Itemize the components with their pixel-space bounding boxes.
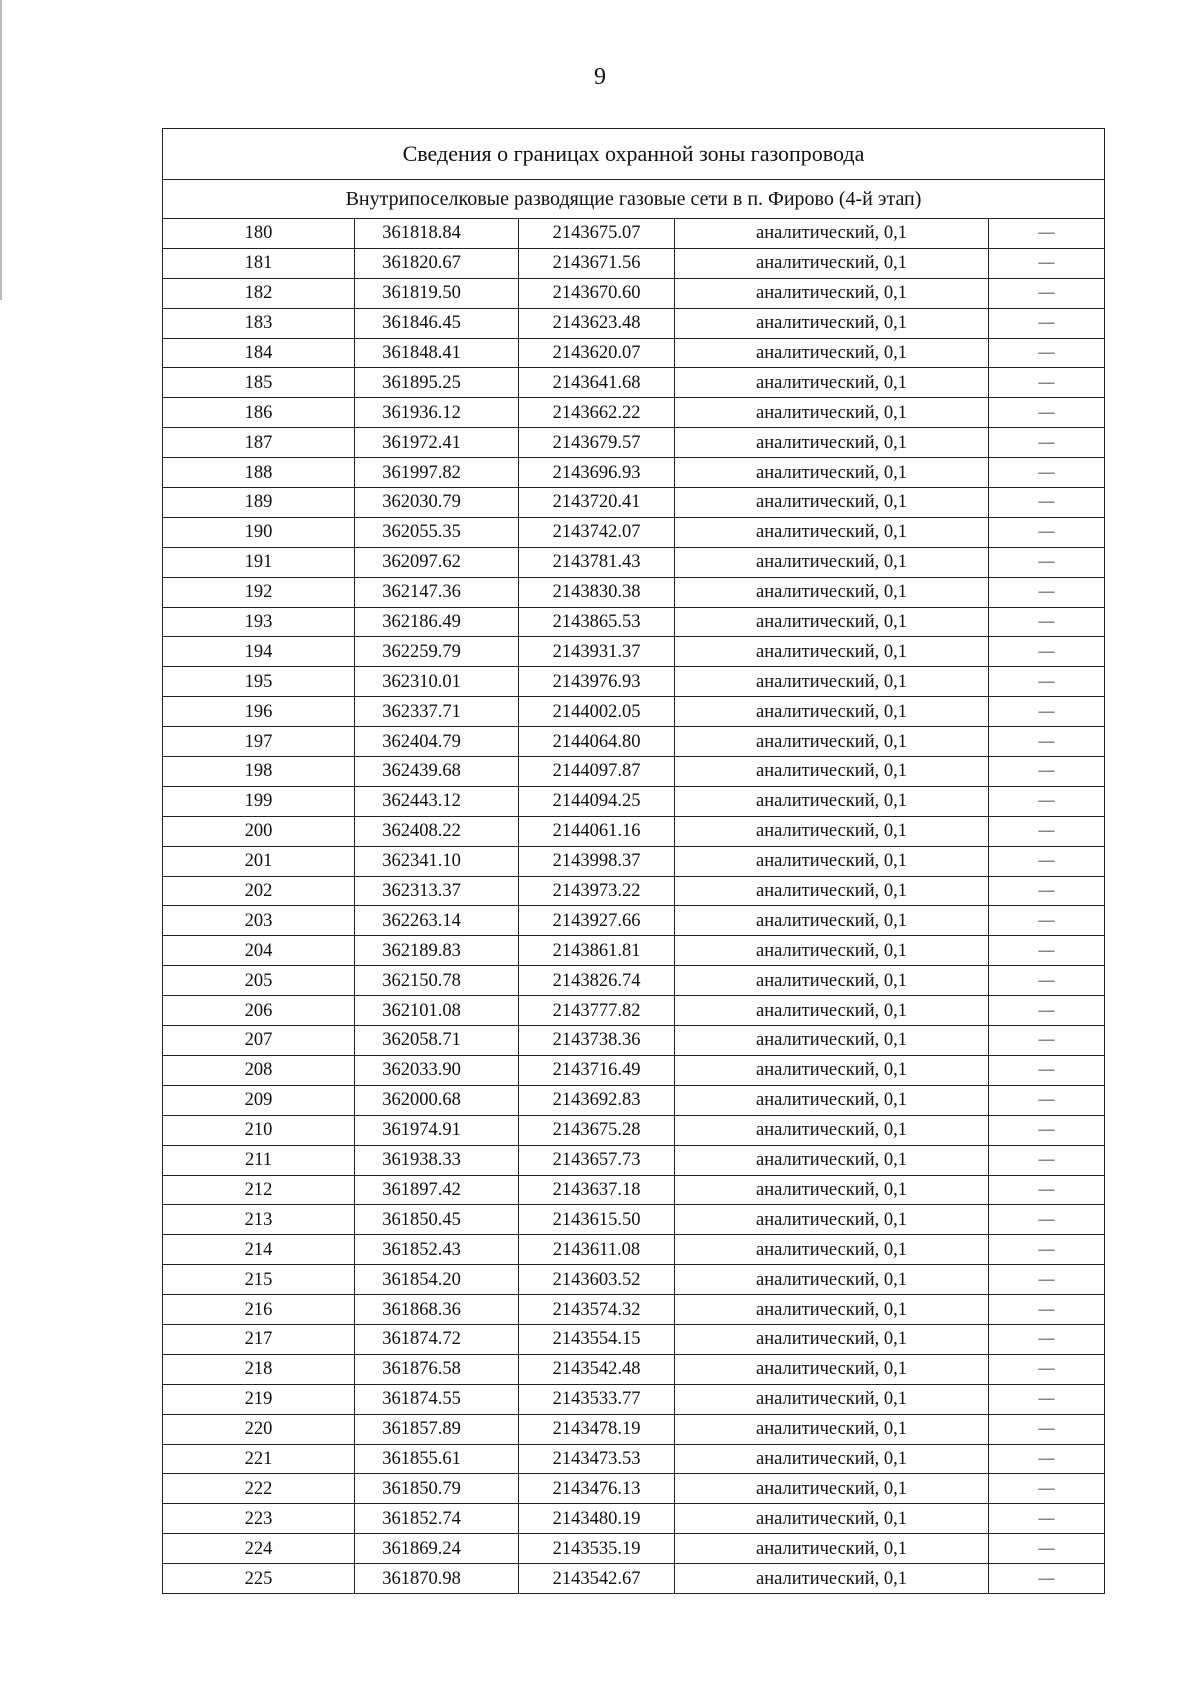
x-coordinate-cell: 361820.67 [355,248,519,278]
point-number-cell: 208 [163,1055,355,1085]
y-coordinate-cell: 2143675.07 [519,219,675,249]
method-accuracy-cell: аналитический, 0,1 [675,876,989,906]
point-number-cell: 218 [163,1354,355,1384]
point-number-cell: 225 [163,1564,355,1594]
y-coordinate-cell: 2143480.19 [519,1504,675,1534]
method-accuracy-cell: аналитический, 0,1 [675,1115,989,1145]
method-accuracy-cell: аналитический, 0,1 [675,1295,989,1325]
method-accuracy-cell: аналитический, 0,1 [675,727,989,757]
note-cell: — [989,846,1105,876]
method-accuracy-cell: аналитический, 0,1 [675,1205,989,1235]
y-coordinate-cell: 2143931.37 [519,637,675,667]
note-cell: — [989,1145,1105,1175]
table-row [163,577,1105,607]
method-accuracy-cell: аналитический, 0,1 [675,1175,989,1205]
x-coordinate-cell: 362055.35 [355,517,519,547]
x-coordinate-cell: 361868.36 [355,1295,519,1325]
table-row [163,876,1105,906]
note-cell: — [989,1534,1105,1564]
point-number-cell: 206 [163,996,355,1026]
method-accuracy-cell: аналитический, 0,1 [675,816,989,846]
method-accuracy-cell: аналитический, 0,1 [675,338,989,368]
method-accuracy-cell: аналитический, 0,1 [675,846,989,876]
table-row [163,936,1105,966]
point-number-cell: 188 [163,458,355,488]
point-number-cell: 217 [163,1324,355,1354]
note-cell: — [989,1564,1105,1594]
note-cell: — [989,876,1105,906]
note-cell: — [989,1354,1105,1384]
table-row [163,398,1105,428]
y-coordinate-cell: 2143777.82 [519,996,675,1026]
x-coordinate-cell: 361874.55 [355,1384,519,1414]
method-accuracy-cell: аналитический, 0,1 [675,1534,989,1564]
note-cell: — [989,906,1105,936]
point-number-cell: 184 [163,338,355,368]
y-coordinate-cell: 2143675.28 [519,1115,675,1145]
x-coordinate-cell: 361874.72 [355,1324,519,1354]
point-number-cell: 212 [163,1175,355,1205]
y-coordinate-cell: 2143535.19 [519,1534,675,1564]
method-accuracy-cell: аналитический, 0,1 [675,1564,989,1594]
point-number-cell: 221 [163,1444,355,1474]
method-accuracy-cell: аналитический, 0,1 [675,1384,989,1414]
method-accuracy-cell: аналитический, 0,1 [675,757,989,787]
x-coordinate-cell: 362263.14 [355,906,519,936]
note-cell: — [989,368,1105,398]
y-coordinate-cell: 2143478.19 [519,1414,675,1444]
x-coordinate-cell: 361848.41 [355,338,519,368]
x-coordinate-cell: 361936.12 [355,398,519,428]
y-coordinate-cell: 2143998.37 [519,846,675,876]
table-row [163,1295,1105,1325]
x-coordinate-cell: 362000.68 [355,1085,519,1115]
x-coordinate-cell: 362033.90 [355,1055,519,1085]
y-coordinate-cell: 2143620.07 [519,338,675,368]
table-row [163,428,1105,458]
point-number-cell: 197 [163,727,355,757]
table-row [163,1384,1105,1414]
table-row [163,517,1105,547]
x-coordinate-cell: 362101.08 [355,996,519,1026]
table-row [163,278,1105,308]
point-number-cell: 210 [163,1115,355,1145]
table-row [163,1564,1105,1594]
x-coordinate-cell: 362404.79 [355,727,519,757]
x-coordinate-cell: 361819.50 [355,278,519,308]
note-cell: — [989,577,1105,607]
table-row [163,1026,1105,1056]
y-coordinate-cell: 2143781.43 [519,547,675,577]
x-coordinate-cell: 361854.20 [355,1265,519,1295]
note-cell: — [989,996,1105,1026]
table-subtitle: Внутрипоселковые разводящие газовые сети в п. Фирово (4-й этап) [163,180,1105,219]
note-cell: — [989,936,1105,966]
method-accuracy-cell: аналитический, 0,1 [675,637,989,667]
table-row [163,607,1105,637]
note-cell: — [989,607,1105,637]
table-row [163,697,1105,727]
y-coordinate-cell: 2143603.52 [519,1265,675,1295]
method-accuracy-cell: аналитический, 0,1 [675,1324,989,1354]
note-cell: — [989,1205,1105,1235]
table-title: Сведения о границах охранной зоны газопровода [163,129,1105,180]
note-cell: — [989,248,1105,278]
y-coordinate-cell: 2143542.48 [519,1354,675,1384]
y-coordinate-cell: 2143826.74 [519,966,675,996]
y-coordinate-cell: 2143865.53 [519,607,675,637]
table-row [163,458,1105,488]
point-number-cell: 194 [163,637,355,667]
note-cell: — [989,1384,1105,1414]
table-row [163,1085,1105,1115]
point-number-cell: 204 [163,936,355,966]
method-accuracy-cell: аналитический, 0,1 [675,906,989,936]
note-cell: — [989,667,1105,697]
table-row [163,1414,1105,1444]
note-cell: — [989,1295,1105,1325]
note-cell: — [989,398,1105,428]
x-coordinate-cell: 361997.82 [355,458,519,488]
point-number-cell: 195 [163,667,355,697]
point-number-cell: 192 [163,577,355,607]
note-cell: — [989,1474,1105,1504]
point-number-cell: 196 [163,697,355,727]
point-number-cell: 199 [163,786,355,816]
table-row [163,816,1105,846]
point-number-cell: 224 [163,1534,355,1564]
y-coordinate-cell: 2143927.66 [519,906,675,936]
method-accuracy-cell: аналитический, 0,1 [675,1444,989,1474]
table-row [163,1324,1105,1354]
note-cell: — [989,1115,1105,1145]
x-coordinate-cell: 362097.62 [355,547,519,577]
x-coordinate-cell: 361855.61 [355,1444,519,1474]
method-accuracy-cell: аналитический, 0,1 [675,1504,989,1534]
y-coordinate-cell: 2143542.67 [519,1564,675,1594]
table-row [163,368,1105,398]
x-coordinate-cell: 362439.68 [355,757,519,787]
point-number-cell: 222 [163,1474,355,1504]
point-number-cell: 216 [163,1295,355,1325]
note-cell: — [989,1235,1105,1265]
x-coordinate-cell: 362443.12 [355,786,519,816]
point-number-cell: 183 [163,308,355,338]
x-coordinate-cell: 362313.37 [355,876,519,906]
table-row [163,727,1105,757]
x-coordinate-cell: 361974.91 [355,1115,519,1145]
note-cell: — [989,1055,1105,1085]
y-coordinate-cell: 2144094.25 [519,786,675,816]
note-cell: — [989,1414,1105,1444]
table-row [163,996,1105,1026]
method-accuracy-cell: аналитический, 0,1 [675,786,989,816]
note-cell: — [989,637,1105,667]
y-coordinate-cell: 2144061.16 [519,816,675,846]
x-coordinate-cell: 361972.41 [355,428,519,458]
method-accuracy-cell: аналитический, 0,1 [675,996,989,1026]
x-coordinate-cell: 361895.25 [355,368,519,398]
method-accuracy-cell: аналитический, 0,1 [675,219,989,249]
y-coordinate-cell: 2143861.81 [519,936,675,966]
note-cell: — [989,428,1105,458]
y-coordinate-cell: 2143976.93 [519,667,675,697]
x-coordinate-cell: 361818.84 [355,219,519,249]
table-row [163,308,1105,338]
method-accuracy-cell: аналитический, 0,1 [675,667,989,697]
point-number-cell: 189 [163,488,355,518]
method-accuracy-cell: аналитический, 0,1 [675,547,989,577]
table-row [163,1504,1105,1534]
y-coordinate-cell: 2143670.60 [519,278,675,308]
table-row [163,1115,1105,1145]
point-number-cell: 187 [163,428,355,458]
point-number-cell: 180 [163,219,355,249]
x-coordinate-cell: 361876.58 [355,1354,519,1384]
table-row [163,547,1105,577]
table-row [163,1534,1105,1564]
y-coordinate-cell: 2143641.68 [519,368,675,398]
table-row [163,1444,1105,1474]
method-accuracy-cell: аналитический, 0,1 [675,398,989,428]
method-accuracy-cell: аналитический, 0,1 [675,488,989,518]
x-coordinate-cell: 361850.45 [355,1205,519,1235]
method-accuracy-cell: аналитический, 0,1 [675,428,989,458]
table-row [163,667,1105,697]
table-row [163,966,1105,996]
table-row [163,338,1105,368]
table-row [163,1474,1105,1504]
method-accuracy-cell: аналитический, 0,1 [675,308,989,338]
x-coordinate-cell: 361897.42 [355,1175,519,1205]
y-coordinate-cell: 2143476.13 [519,1474,675,1504]
x-coordinate-cell: 361850.79 [355,1474,519,1504]
x-coordinate-cell: 362408.22 [355,816,519,846]
y-coordinate-cell: 2144097.87 [519,757,675,787]
method-accuracy-cell: аналитический, 0,1 [675,1145,989,1175]
table-row [163,846,1105,876]
y-coordinate-cell: 2143696.93 [519,458,675,488]
method-accuracy-cell: аналитический, 0,1 [675,278,989,308]
table-row [163,1265,1105,1295]
x-coordinate-cell: 362310.01 [355,667,519,697]
y-coordinate-cell: 2143611.08 [519,1235,675,1265]
note-cell: — [989,1175,1105,1205]
y-coordinate-cell: 2143554.15 [519,1324,675,1354]
table-row [163,1235,1105,1265]
x-coordinate-cell: 362030.79 [355,488,519,518]
table-row [163,637,1105,667]
y-coordinate-cell: 2143615.50 [519,1205,675,1235]
x-coordinate-cell: 361870.98 [355,1564,519,1594]
method-accuracy-cell: аналитический, 0,1 [675,458,989,488]
note-cell: — [989,966,1105,996]
x-coordinate-cell: 362341.10 [355,846,519,876]
method-accuracy-cell: аналитический, 0,1 [675,1474,989,1504]
point-number-cell: 211 [163,1145,355,1175]
point-number-cell: 191 [163,547,355,577]
x-coordinate-cell: 362186.49 [355,607,519,637]
method-accuracy-cell: аналитический, 0,1 [675,1085,989,1115]
point-number-cell: 207 [163,1026,355,1056]
scan-edge [0,0,2,300]
method-accuracy-cell: аналитический, 0,1 [675,966,989,996]
note-cell: — [989,338,1105,368]
y-coordinate-cell: 2143830.38 [519,577,675,607]
table-row [163,786,1105,816]
note-cell: — [989,488,1105,518]
y-coordinate-cell: 2144064.80 [519,727,675,757]
y-coordinate-cell: 2143692.83 [519,1085,675,1115]
x-coordinate-cell: 361846.45 [355,308,519,338]
table-row [163,757,1105,787]
point-number-cell: 193 [163,607,355,637]
table-row [163,248,1105,278]
y-coordinate-cell: 2143671.56 [519,248,675,278]
note-cell: — [989,816,1105,846]
x-coordinate-cell: 362147.36 [355,577,519,607]
x-coordinate-cell: 362189.83 [355,936,519,966]
note-cell: — [989,278,1105,308]
page-number: 9 [594,64,606,90]
table-row [163,1175,1105,1205]
point-number-cell: 198 [163,757,355,787]
x-coordinate-cell: 362259.79 [355,637,519,667]
x-coordinate-cell: 362150.78 [355,966,519,996]
y-coordinate-cell: 2143623.48 [519,308,675,338]
y-coordinate-cell: 2143716.49 [519,1055,675,1085]
y-coordinate-cell: 2144002.05 [519,697,675,727]
method-accuracy-cell: аналитический, 0,1 [675,1055,989,1085]
method-accuracy-cell: аналитический, 0,1 [675,248,989,278]
note-cell: — [989,1504,1105,1534]
note-cell: — [989,757,1105,787]
point-number-cell: 220 [163,1414,355,1444]
boundary-coordinates-table [162,128,1105,1594]
table-row [163,219,1105,249]
point-number-cell: 181 [163,248,355,278]
y-coordinate-cell: 2143533.77 [519,1384,675,1414]
note-cell: — [989,517,1105,547]
x-coordinate-cell: 361857.89 [355,1414,519,1444]
point-number-cell: 205 [163,966,355,996]
note-cell: — [989,1085,1105,1115]
point-number-cell: 186 [163,398,355,428]
point-number-cell: 190 [163,517,355,547]
y-coordinate-cell: 2143742.07 [519,517,675,547]
note-cell: — [989,1026,1105,1056]
method-accuracy-cell: аналитический, 0,1 [675,517,989,547]
point-number-cell: 203 [163,906,355,936]
method-accuracy-cell: аналитический, 0,1 [675,936,989,966]
note-cell: — [989,219,1105,249]
method-accuracy-cell: аналитический, 0,1 [675,368,989,398]
x-coordinate-cell: 361852.74 [355,1504,519,1534]
note-cell: — [989,727,1105,757]
point-number-cell: 202 [163,876,355,906]
method-accuracy-cell: аналитический, 0,1 [675,1414,989,1444]
method-accuracy-cell: аналитический, 0,1 [675,607,989,637]
method-accuracy-cell: аналитический, 0,1 [675,1265,989,1295]
y-coordinate-cell: 2143679.57 [519,428,675,458]
note-cell: — [989,697,1105,727]
table-row [163,1205,1105,1235]
note-cell: — [989,1265,1105,1295]
x-coordinate-cell: 362058.71 [355,1026,519,1056]
point-number-cell: 201 [163,846,355,876]
point-number-cell: 223 [163,1504,355,1534]
note-cell: — [989,1444,1105,1474]
note-cell: — [989,547,1105,577]
y-coordinate-cell: 2143720.41 [519,488,675,518]
x-coordinate-cell: 362337.71 [355,697,519,727]
table-row [163,1145,1105,1175]
table-row [163,1354,1105,1384]
method-accuracy-cell: аналитический, 0,1 [675,1235,989,1265]
method-accuracy-cell: аналитический, 0,1 [675,1026,989,1056]
y-coordinate-cell: 2143738.36 [519,1026,675,1056]
note-cell: — [989,458,1105,488]
y-coordinate-cell: 2143973.22 [519,876,675,906]
table-row [163,488,1105,518]
point-number-cell: 185 [163,368,355,398]
point-number-cell: 200 [163,816,355,846]
note-cell: — [989,1324,1105,1354]
point-number-cell: 213 [163,1205,355,1235]
method-accuracy-cell: аналитический, 0,1 [675,577,989,607]
y-coordinate-cell: 2143662.22 [519,398,675,428]
method-accuracy-cell: аналитический, 0,1 [675,697,989,727]
x-coordinate-cell: 361852.43 [355,1235,519,1265]
y-coordinate-cell: 2143657.73 [519,1145,675,1175]
table-row [163,1055,1105,1085]
point-number-cell: 215 [163,1265,355,1295]
point-number-cell: 219 [163,1384,355,1414]
point-number-cell: 209 [163,1085,355,1115]
x-coordinate-cell: 361869.24 [355,1534,519,1564]
note-cell: — [989,786,1105,816]
y-coordinate-cell: 2143637.18 [519,1175,675,1205]
y-coordinate-cell: 2143473.53 [519,1444,675,1474]
table-row [163,906,1105,936]
method-accuracy-cell: аналитический, 0,1 [675,1354,989,1384]
note-cell: — [989,308,1105,338]
y-coordinate-cell: 2143574.32 [519,1295,675,1325]
point-number-cell: 214 [163,1235,355,1265]
x-coordinate-cell: 361938.33 [355,1145,519,1175]
point-number-cell: 182 [163,278,355,308]
